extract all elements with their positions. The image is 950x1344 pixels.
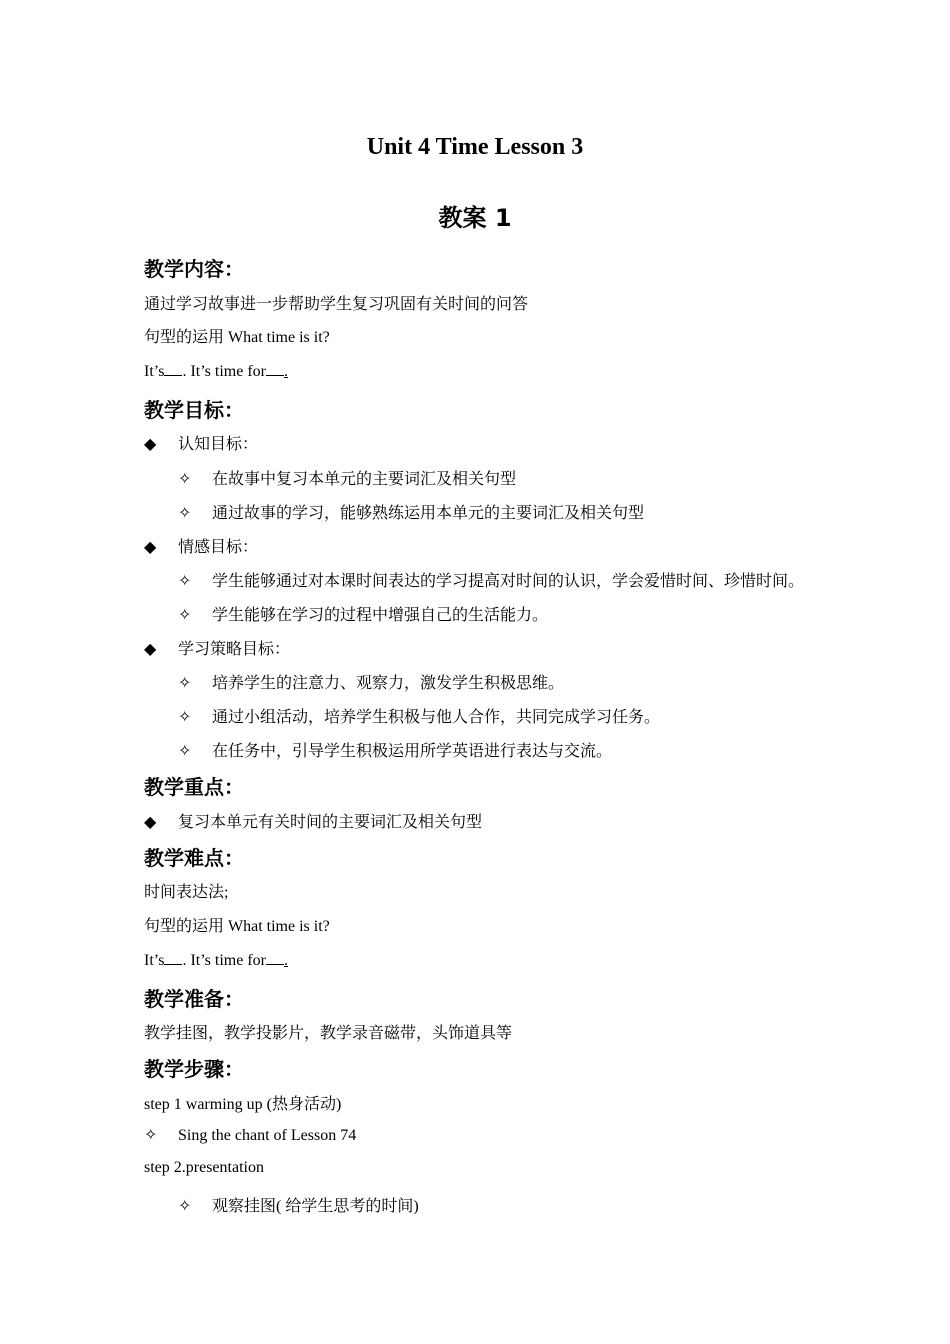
goal-item-text: 在故事中复习本单元的主要词汇及相关句型 [212, 471, 517, 488]
content-line: 句型的运用 What time is it? [144, 329, 330, 346]
step-1-item [144, 1125, 356, 1145]
diamond-bullet-icon: ◆ [144, 641, 157, 658]
goal-item [178, 466, 516, 489]
section-heading-preparation: 教学准备： [144, 987, 244, 1011]
pattern-part: . It’s time for [182, 952, 266, 969]
step-2-item [178, 1193, 419, 1216]
pattern-part: It’s [144, 363, 165, 380]
step-item-text: Sing the chant of Lesson 74 [178, 1127, 357, 1144]
diamond-bullet-icon: ◆ [144, 436, 157, 453]
section-heading-steps: 教学步骤： [144, 1057, 244, 1081]
fill-blank [266, 950, 284, 965]
goal-item [178, 602, 548, 625]
fill-blank [164, 361, 182, 376]
hollow-star-bullet-icon: ✧ [178, 743, 192, 760]
goal-item [178, 500, 644, 523]
hollow-star-bullet-icon: ✧ [178, 573, 192, 590]
hollow-star-bullet-icon: ✧ [144, 1127, 158, 1144]
goal-item [178, 568, 804, 591]
key-point-item [144, 809, 482, 832]
goal-group-label: 认知目标： [178, 436, 259, 453]
pattern-part: . [284, 363, 288, 380]
goal-item-text: 学生能够通过对本课时间表达的学习提高对时间的认识，学会爱惜时间、珍惜时间。 [212, 573, 805, 590]
hollow-star-bullet-icon: ✧ [178, 505, 192, 522]
step-1-title: step 1 warming up (热身活动) [144, 1096, 342, 1113]
goal-item-text: 在任务中，引导学生积极运用所学英语进行表达与交流。 [212, 743, 613, 760]
hollow-star-bullet-icon: ✧ [178, 1198, 192, 1215]
content-line: 通过学习故事进一步帮助学生复习巩固有关时间的问答 [144, 296, 529, 313]
step-item-text: 观察挂图( 给学生思考的时间) [212, 1198, 419, 1215]
preparation-text: 教学挂图，教学投影片，教学录音磁带，头饰道具等 [144, 1025, 513, 1042]
difficulty-line: 句型的运用 What time is it? [144, 918, 330, 935]
key-point-text: 复习本单元有关时间的主要词汇及相关句型 [178, 814, 483, 831]
goal-group [144, 431, 258, 454]
diamond-bullet-icon: ◆ [144, 814, 157, 831]
document-title: Unit 4 Time Lesson 3 [366, 134, 584, 160]
difficulty-line: 时间表达法; [144, 884, 229, 901]
goal-item-text: 通过小组活动，培养学生积极与他人合作，共同完成学习任务。 [212, 709, 661, 726]
goal-item-text: 培养学生的注意力、观察力，激发学生积极思维。 [212, 675, 565, 692]
goal-group [144, 636, 290, 659]
pattern-part: It’s [144, 952, 165, 969]
goal-item [178, 670, 564, 693]
goal-group-label: 情感目标： [178, 539, 259, 556]
goal-item-text: 学生能够在学习的过程中增强自己的生活能力。 [212, 607, 549, 624]
goal-item-text: 通过故事的学习，能够熟练运用本单元的主要词汇及相关句型 [212, 505, 645, 522]
section-heading-key-points: 教学重点： [144, 775, 244, 799]
goal-group [144, 534, 258, 557]
fill-blank [164, 950, 182, 965]
goal-group-label: 学习策略目标： [178, 641, 291, 658]
hollow-star-bullet-icon: ✧ [178, 709, 192, 726]
fill-blank [266, 361, 284, 376]
section-heading-content: 教学内容： [144, 257, 244, 281]
sentence-pattern [144, 361, 288, 381]
diamond-bullet-icon: ◆ [144, 539, 157, 556]
sentence-pattern [144, 950, 288, 970]
section-heading-goals: 教学目标： [144, 398, 244, 422]
hollow-star-bullet-icon: ✧ [178, 471, 192, 488]
step-2-title: step 2.presentation [144, 1159, 264, 1176]
hollow-star-bullet-icon: ✧ [178, 675, 192, 692]
goal-item [178, 704, 660, 727]
goal-item [178, 738, 612, 761]
hollow-star-bullet-icon: ✧ [178, 607, 192, 624]
document-subtitle: 教案 1 [438, 204, 512, 232]
pattern-part: . [284, 952, 288, 969]
section-heading-difficulties: 教学难点： [144, 846, 244, 870]
pattern-part: . It’s time for [182, 363, 266, 380]
